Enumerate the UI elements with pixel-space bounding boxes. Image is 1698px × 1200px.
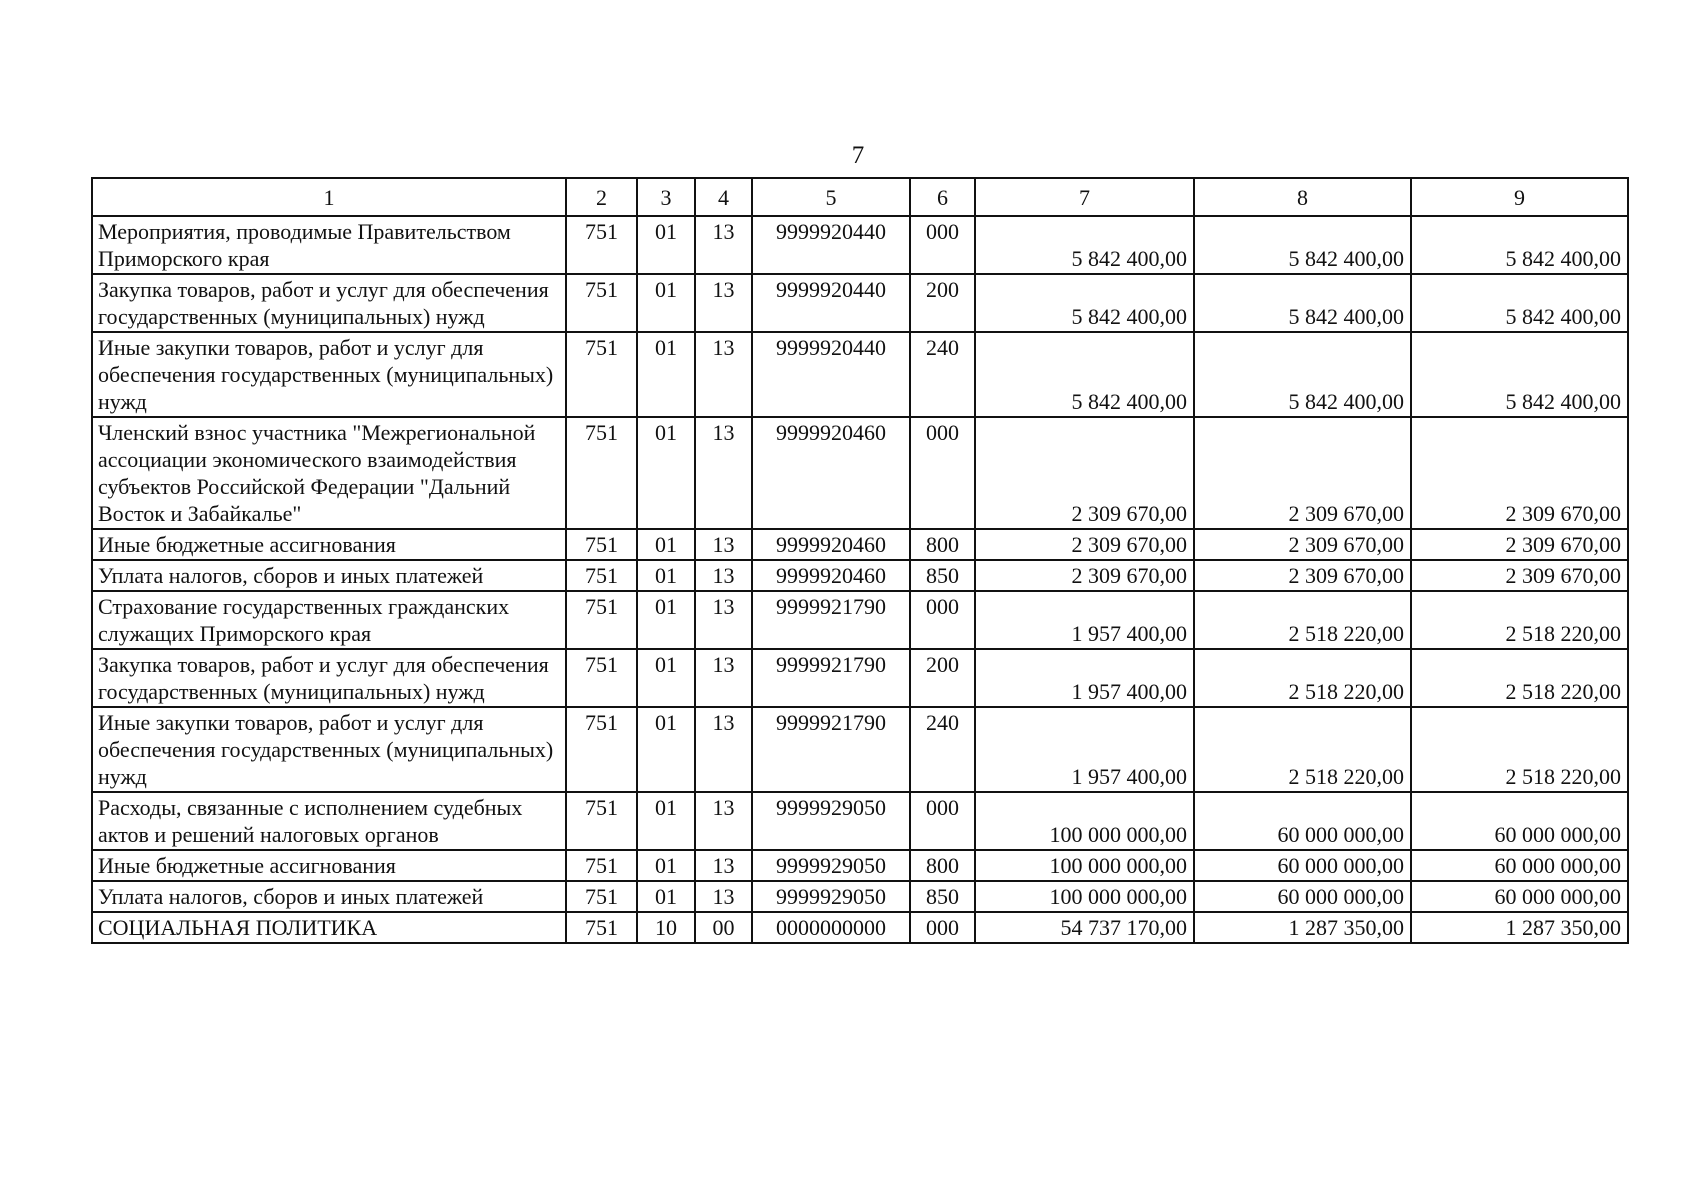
row-name-cell: Расходы, связанные с исполнением судебных актов и решений налоговых органов <box>92 792 566 850</box>
code-cell: 13 <box>695 850 752 881</box>
code-cell: 200 <box>910 649 975 707</box>
code-cell: 13 <box>695 274 752 332</box>
code-cell: 751 <box>566 216 637 274</box>
row-name-cell: Уплата налогов, сборов и иных платежей <box>92 560 566 591</box>
code-cell: 00 <box>695 912 752 943</box>
code-cell: 9999921790 <box>752 591 910 649</box>
amount-cell: 5 842 400,00 <box>975 216 1194 274</box>
code-cell: 13 <box>695 591 752 649</box>
column-header: 4 <box>695 178 752 216</box>
code-cell: 01 <box>637 529 695 560</box>
amount-cell: 60 000 000,00 <box>1194 792 1411 850</box>
code-cell: 9999920440 <box>752 332 910 417</box>
row-name-cell: Страхование государственных гражданских служащих Приморского края <box>92 591 566 649</box>
amount-cell: 5 842 400,00 <box>975 274 1194 332</box>
code-cell: 751 <box>566 912 637 943</box>
code-cell: 01 <box>637 417 695 529</box>
amount-cell: 60 000 000,00 <box>1411 881 1628 912</box>
table-row <box>92 707 1628 792</box>
code-cell: 13 <box>695 881 752 912</box>
row-name-cell: Закупка товаров, работ и услуг для обеспечения государственных (муниципальных) нужд <box>92 274 566 332</box>
code-cell: 9999929050 <box>752 792 910 850</box>
amount-cell: 2 309 670,00 <box>1194 560 1411 591</box>
row-name-cell: Иные закупки товаров, работ и услуг для обеспечения государственных (муниципальных) нужд <box>92 332 566 417</box>
table-row <box>92 529 1628 560</box>
table-row <box>92 332 1628 417</box>
column-header: 8 <box>1194 178 1411 216</box>
amount-cell: 2 518 220,00 <box>1411 649 1628 707</box>
amount-cell: 2 309 670,00 <box>1411 417 1628 529</box>
code-cell: 751 <box>566 417 637 529</box>
code-cell: 13 <box>695 332 752 417</box>
column-header: 5 <box>752 178 910 216</box>
amount-cell: 2 518 220,00 <box>1411 591 1628 649</box>
code-cell: 13 <box>695 216 752 274</box>
code-cell: 751 <box>566 560 637 591</box>
row-name-cell: Мероприятия, проводимые Правительством Приморского края <box>92 216 566 274</box>
table-row <box>92 850 1628 881</box>
amount-cell: 100 000 000,00 <box>975 881 1194 912</box>
amount-cell: 2 518 220,00 <box>1411 707 1628 792</box>
code-cell: 9999921790 <box>752 649 910 707</box>
amount-cell: 2 518 220,00 <box>1194 649 1411 707</box>
code-cell: 9999920440 <box>752 274 910 332</box>
code-cell: 01 <box>637 649 695 707</box>
row-name-cell: Закупка товаров, работ и услуг для обеспечения государственных (муниципальных) нужд <box>92 649 566 707</box>
amount-cell: 1 957 400,00 <box>975 649 1194 707</box>
table-row <box>92 591 1628 649</box>
table-body <box>92 216 1628 943</box>
amount-cell: 100 000 000,00 <box>975 850 1194 881</box>
budget-table <box>91 177 1629 944</box>
code-cell: 751 <box>566 792 637 850</box>
code-cell: 9999920440 <box>752 216 910 274</box>
code-cell: 850 <box>910 881 975 912</box>
code-cell: 01 <box>637 560 695 591</box>
code-cell: 751 <box>566 881 637 912</box>
amount-cell: 5 842 400,00 <box>1411 274 1628 332</box>
code-cell: 751 <box>566 274 637 332</box>
column-header: 7 <box>975 178 1194 216</box>
amount-cell: 1 957 400,00 <box>975 707 1194 792</box>
amount-cell: 5 842 400,00 <box>1194 274 1411 332</box>
code-cell: 000 <box>910 792 975 850</box>
amount-cell: 1 287 350,00 <box>1411 912 1628 943</box>
code-cell: 13 <box>695 529 752 560</box>
code-cell: 9999920460 <box>752 417 910 529</box>
code-cell: 751 <box>566 850 637 881</box>
code-cell: 800 <box>910 850 975 881</box>
code-cell: 240 <box>910 707 975 792</box>
code-cell: 9999920460 <box>752 529 910 560</box>
column-header: 6 <box>910 178 975 216</box>
code-cell: 01 <box>637 850 695 881</box>
code-cell: 751 <box>566 649 637 707</box>
code-cell: 000 <box>910 216 975 274</box>
code-cell: 13 <box>695 649 752 707</box>
code-cell: 01 <box>637 274 695 332</box>
amount-cell: 100 000 000,00 <box>975 792 1194 850</box>
amount-cell: 2 309 670,00 <box>1194 417 1411 529</box>
table-row <box>92 912 1628 943</box>
amount-cell: 5 842 400,00 <box>975 332 1194 417</box>
code-cell: 800 <box>910 529 975 560</box>
code-cell: 13 <box>695 792 752 850</box>
code-cell: 751 <box>566 707 637 792</box>
code-cell: 13 <box>695 707 752 792</box>
code-cell: 751 <box>566 529 637 560</box>
page-number: 7 <box>851 142 865 169</box>
table-row <box>92 274 1628 332</box>
amount-cell: 5 842 400,00 <box>1411 216 1628 274</box>
table-row <box>92 560 1628 591</box>
amount-cell: 2 518 220,00 <box>1194 591 1411 649</box>
code-cell: 13 <box>695 417 752 529</box>
amount-cell: 2 518 220,00 <box>1194 707 1411 792</box>
code-cell: 751 <box>566 591 637 649</box>
row-name-cell: Иные бюджетные ассигнования <box>92 529 566 560</box>
code-cell: 13 <box>695 560 752 591</box>
table-row <box>92 649 1628 707</box>
code-cell: 0000000000 <box>752 912 910 943</box>
code-cell: 850 <box>910 560 975 591</box>
amount-cell: 60 000 000,00 <box>1194 881 1411 912</box>
row-name-cell: Иные бюджетные ассигнования <box>92 850 566 881</box>
code-cell: 200 <box>910 274 975 332</box>
code-cell: 01 <box>637 792 695 850</box>
code-cell: 01 <box>637 881 695 912</box>
code-cell: 9999920460 <box>752 560 910 591</box>
amount-cell: 60 000 000,00 <box>1411 850 1628 881</box>
table-row <box>92 792 1628 850</box>
row-name-cell: Членский взнос участника "Межрегиональной ассоциации экономического взаимодействия субъектов Российской Федерации "Дальний Восток и Забайкалье" <box>92 417 566 529</box>
row-name-cell: Уплата налогов, сборов и иных платежей <box>92 881 566 912</box>
code-cell: 9999921790 <box>752 707 910 792</box>
table-header-row <box>92 178 1628 216</box>
column-header: 2 <box>566 178 637 216</box>
amount-cell: 5 842 400,00 <box>1194 216 1411 274</box>
table-row <box>92 216 1628 274</box>
table-row <box>92 881 1628 912</box>
amount-cell: 5 842 400,00 <box>1411 332 1628 417</box>
amount-cell: 2 309 670,00 <box>975 417 1194 529</box>
code-cell: 000 <box>910 591 975 649</box>
amount-cell: 60 000 000,00 <box>1411 792 1628 850</box>
amount-cell: 60 000 000,00 <box>1194 850 1411 881</box>
code-cell: 01 <box>637 216 695 274</box>
amount-cell: 2 309 670,00 <box>1411 560 1628 591</box>
amount-cell: 1 957 400,00 <box>975 591 1194 649</box>
amount-cell: 2 309 670,00 <box>1411 529 1628 560</box>
amount-cell: 2 309 670,00 <box>975 529 1194 560</box>
code-cell: 01 <box>637 332 695 417</box>
code-cell: 9999929050 <box>752 850 910 881</box>
code-cell: 751 <box>566 332 637 417</box>
row-name-cell: Иные закупки товаров, работ и услуг для обеспечения государственных (муниципальных) нужд <box>92 707 566 792</box>
column-header: 1 <box>92 178 566 216</box>
code-cell: 9999929050 <box>752 881 910 912</box>
code-cell: 01 <box>637 591 695 649</box>
column-header: 3 <box>637 178 695 216</box>
table-row <box>92 417 1628 529</box>
code-cell: 01 <box>637 707 695 792</box>
code-cell: 000 <box>910 912 975 943</box>
code-cell: 240 <box>910 332 975 417</box>
code-cell: 000 <box>910 417 975 529</box>
amount-cell: 5 842 400,00 <box>1194 332 1411 417</box>
row-name-cell: СОЦИАЛЬНАЯ ПОЛИТИКА <box>92 912 566 943</box>
amount-cell: 54 737 170,00 <box>975 912 1194 943</box>
amount-cell: 2 309 670,00 <box>1194 529 1411 560</box>
code-cell: 10 <box>637 912 695 943</box>
amount-cell: 1 287 350,00 <box>1194 912 1411 943</box>
column-header: 9 <box>1411 178 1628 216</box>
amount-cell: 2 309 670,00 <box>975 560 1194 591</box>
